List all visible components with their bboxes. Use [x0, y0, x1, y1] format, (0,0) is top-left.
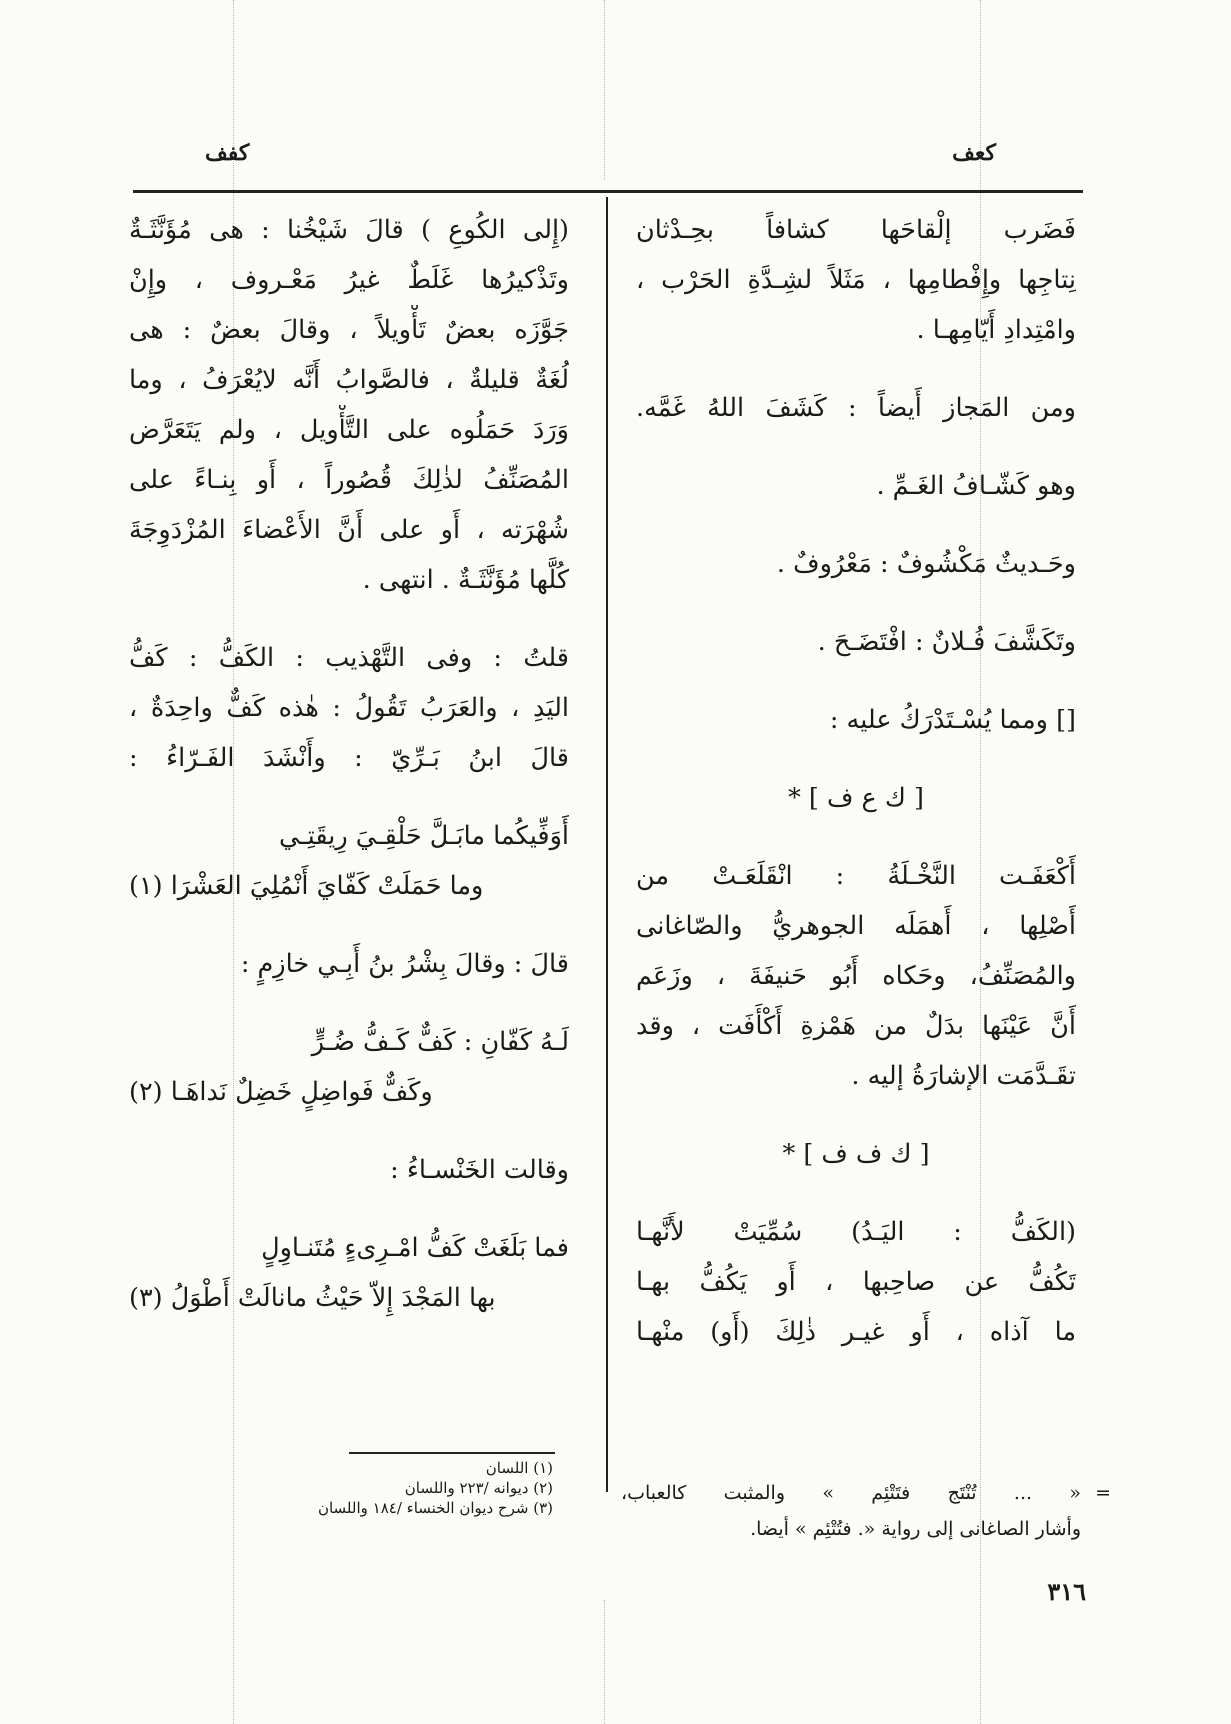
paragraph-gap	[129, 911, 569, 939]
text-line: ما آذاه ، أَو غيـر ذٰلِكَ (أَو) منْهـا	[636, 1317, 1076, 1347]
text-line: كُلَّها مُؤَنَّثَـةٌ . انتهى .	[362, 565, 569, 595]
footnotes-left	[318, 1458, 553, 1518]
text-line: وتَذْكيرُها غَلَطٌ غيرُ مَعْـروف ، وإِنْ	[129, 265, 569, 295]
running-header-left: كفف	[205, 140, 250, 166]
verse-line: وكَفٌّ فَواضِلٍ خَضِلٌ نَداهَـا (٢)	[129, 1077, 433, 1107]
paragraph-gap	[129, 1117, 569, 1145]
text-line: أَنَّ عَيْنَها بدَلٌ من هَمْزةِ أَكْأَفَت ، وقد	[636, 1011, 1076, 1041]
paragraph-gap	[636, 511, 1076, 539]
text-line: [] ومما يُسْـتَدْرَكُ عليه :	[829, 705, 1076, 735]
verse-line: فما بَلَغَتْ كَفُّ امْـرِىءٍ مُتَنـاوِلٍ	[261, 1233, 569, 1263]
text-line: وامْتِدادِ أَيّامِهـا .	[916, 315, 1076, 345]
column-divider	[606, 197, 608, 1492]
text-line: وهو كَشّـافُ الغَـمِّ .	[876, 471, 1076, 501]
paragraph-gap	[129, 989, 569, 1017]
header-rule	[133, 190, 1083, 193]
text-line: قلتُ : وفى التَّهْذيب : الكَفُّ : كَفُّ	[129, 643, 569, 673]
text-line: أَكْعَفَـت النَّخْـلَةُ : انْقَلَعَـتْ من	[636, 861, 1076, 891]
text-line: تَكُفُّ عن صاحِبها ، أَو يَكُفُّ بهـا	[636, 1267, 1076, 1297]
scan-guide	[604, 0, 605, 180]
footnote-2: (٢) ديوانه /٢٢٣ واللسان	[404, 1479, 553, 1497]
text-line: أَصْلِها ، أَهمَلَه الجوهريُّ والصّاغانى	[636, 911, 1076, 941]
paragraph-gap	[129, 1195, 569, 1223]
paragraph-gap	[636, 1179, 1076, 1207]
page-number: ٣١٦	[1047, 1577, 1086, 1606]
text-line: وقالت الخَنْسـاءُ :	[390, 1155, 569, 1185]
paragraph-gap	[129, 783, 569, 811]
text-line: وَرَدَ حَمَلُوه على التَّأْويل ، ولم يَتَعَرَّض	[129, 415, 569, 445]
text-line: لُغَةٌ قليلةٌ ، فالصَّوابُ أَنَّه لايُعْرَفُ ، وما	[129, 365, 569, 395]
text-line: نِتاجِها وإِفْطامِها ، مَثَلاً لشِـدَّةِ الحَرْب ،	[636, 265, 1076, 295]
paragraph-gap	[636, 589, 1076, 617]
text-line: تقَـدَّمَت الإشارَةُ إليه .	[851, 1061, 1076, 1091]
footnote-rule	[349, 1452, 555, 1454]
footnote-3: (٣) شرح ديوان الخنساء /١٨٤ واللسان	[317, 1499, 553, 1517]
paragraph-gap	[636, 823, 1076, 851]
scan-guide	[604, 1600, 605, 1724]
entry-heading: [ ك ف ف ] *	[782, 1139, 930, 1169]
paragraph-gap	[636, 355, 1076, 383]
text-line: اليَدِ ، والعَرَبُ تَقُولُ : هٰذه كَفٌّ واحِدَةٌ ،	[129, 693, 569, 723]
entry-heading: [ ك ع ف ] *	[788, 783, 924, 813]
text-line: (إِلى الكُوعِ ) قالَ شَيْخُنا : هى مُؤَنَّثَـةٌ	[129, 215, 569, 245]
text-line: فَضَرب إلْقاحَها كشافاً بحِـدْثان	[636, 215, 1076, 245]
text-line: المُصَنِّفُ لذٰلِكَ قُصُوراً ، أَو بِنـاءً على	[129, 465, 569, 495]
paragraph-gap	[636, 433, 1076, 461]
text-line: ومن المَجاز أَيضاً : كَشَفَ اللهُ غَمَّه.	[636, 393, 1076, 423]
right-text-column	[636, 205, 1076, 1357]
text-line: والمُصَنِّفُ، وحَكاه أَبُو حَنيفَةَ ، وزَعَم	[636, 961, 1076, 991]
text-line: وحَـديثٌ مَكْشُوفٌ : مَعْرُوفٌ .	[776, 549, 1076, 579]
verse-line: بها المَجْدَ إِلاّ حَيْثُ مانالَتْ أَطْوَلُ (٣)	[129, 1283, 496, 1313]
verse-line: وما حَمَلَتْ كَفّايَ أَنْمُلِيَ العَشْرَا (١)	[129, 871, 484, 901]
text-line: جَوَّزَه بعضٌ تَأْويلاً ، وقالَ بعضٌ : هى	[129, 315, 569, 345]
paragraph-gap	[129, 605, 569, 633]
text-line: قالَ : وقالَ بِشْرُ بنُ أَبِـي خازِمٍ :	[240, 949, 569, 979]
paragraph-gap	[636, 745, 1076, 773]
running-header-right: كعف	[952, 140, 996, 166]
footnote-continuation	[621, 1475, 1111, 1547]
text-line: (الكَفُّ : اليَـدُ) سُمِّيَتْ لأَنَّهـا	[636, 1217, 1076, 1247]
verse-line: أَوَفِّيكُما مابَـلَّ حَلْقِـيَ رِيقَتِـي	[278, 821, 569, 851]
left-text-column	[129, 205, 569, 1323]
footnote-continuation-line: وأشار الصاغانى إلى رواية «. فتُتْئِم » أيضا.	[750, 1518, 1081, 1540]
continuation-marker: =	[1095, 1482, 1111, 1504]
text-line: شُهْرَته ، أَو على أَنَّ الأَعْضاءَ المُزْدَوِجَةَ	[129, 515, 569, 545]
paragraph-gap	[636, 667, 1076, 695]
verse-line: لَـهُ كَفّانِ : كَفٌّ كَـفُّ ضُـرٍّ	[311, 1027, 569, 1057]
footnote-continuation-line: « ... تُنْتَج فتَتْئِم » والمثبت كالعباب،	[621, 1482, 1081, 1504]
text-line: وتَكَشَّفَ فُـلانٌ : افْتَضَـحَ .	[817, 627, 1076, 657]
footnote-1: (١) اللسان	[485, 1459, 553, 1477]
text-line: قالَ ابنُ بَـرِّيّ : وأَنْشَدَ الفَـرّاءُ :	[129, 743, 569, 773]
paragraph-gap	[636, 1101, 1076, 1129]
